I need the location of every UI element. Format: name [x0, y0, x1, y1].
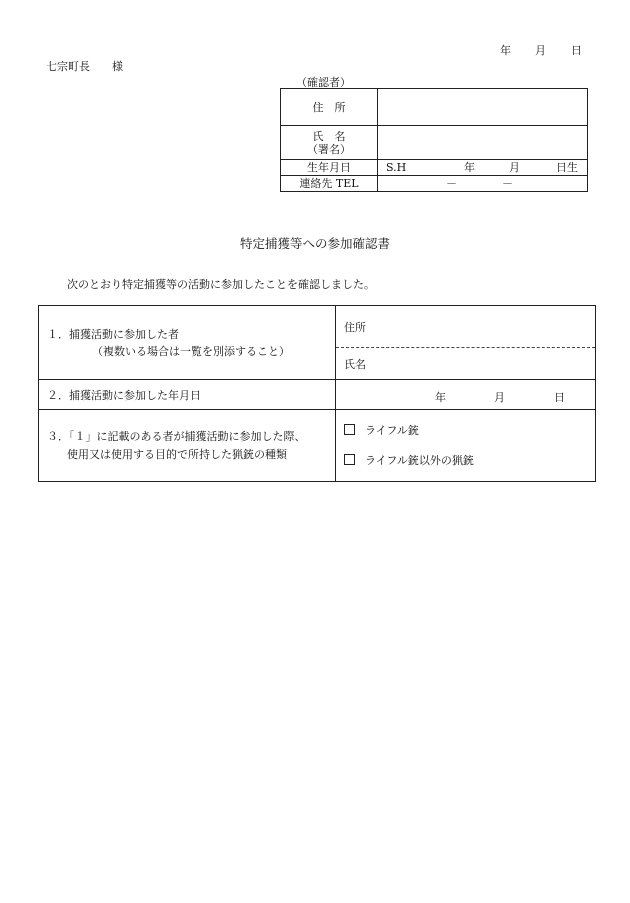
name-label: [281, 126, 378, 160]
tel-field[interactable]: [378, 176, 588, 192]
addressee: 七宗町長 様: [46, 60, 123, 73]
confirmer-table: [280, 88, 588, 192]
tel-dash-1: －: [446, 177, 457, 190]
option-non-rifle-label: ライフル銃以外の猟銃: [365, 453, 474, 467]
name-label-line1: 氏 名: [312, 129, 346, 143]
item2-month: 月: [494, 391, 505, 404]
address-label: 住 所: [281, 89, 378, 126]
item1-label: [39, 306, 336, 380]
birth-field[interactable]: [378, 160, 588, 176]
item3-options: [336, 410, 596, 482]
item3-line2: 使用又は使用する目的で所持した猟銃の種類: [67, 447, 287, 461]
item1-name-label: 氏名: [344, 357, 366, 371]
intro-text: 次のとおり特定捕獲等の活動に参加したことを確認しました。: [67, 278, 375, 291]
item2-label: ２．捕獲活動に参加した年月日: [39, 380, 336, 410]
item1-address-label: 住所: [344, 320, 366, 334]
document-title: 特定捕獲等への参加確認書: [239, 236, 390, 251]
birth-era: S.H: [386, 161, 407, 174]
birth-label: 生年月日: [281, 160, 378, 176]
option-non-rifle[interactable]: [344, 453, 587, 469]
item1-address-field[interactable]: [336, 306, 596, 348]
address-field[interactable]: [378, 89, 588, 126]
birth-month: 月: [509, 161, 520, 174]
date-day: 日: [571, 44, 582, 57]
name-field[interactable]: [378, 126, 588, 160]
non-rifle-checkbox[interactable]: [344, 454, 355, 465]
item2-year: 年: [435, 391, 446, 404]
item2-date-field[interactable]: [336, 380, 596, 410]
items-table: [38, 305, 596, 482]
tel-dash-2: －: [502, 177, 513, 190]
option-rifle-label: ライフル銃: [365, 423, 419, 437]
item1-line1: １．捕獲活動に参加した者: [47, 327, 179, 341]
item2-day: 日: [554, 391, 565, 404]
item3-line1: ３．「１」に記載のある者が捕獲活動に参加した際、: [47, 429, 306, 443]
item1-name-field[interactable]: [336, 348, 596, 380]
name-label-line2: （署名）: [307, 142, 351, 156]
item3-label: [39, 410, 336, 482]
rifle-checkbox[interactable]: [344, 424, 355, 435]
item1-line2: （複数いる場合は一覧を別添すること）: [92, 344, 290, 358]
birth-year: 年: [464, 161, 475, 174]
date-year: 年: [500, 44, 511, 57]
confirmer-caption: （確認者）: [296, 76, 351, 89]
birth-day: 日生: [556, 161, 578, 174]
date-month: 月: [535, 44, 546, 57]
option-rifle[interactable]: [344, 423, 587, 439]
contact-label: 連絡先 TEL: [281, 176, 378, 192]
